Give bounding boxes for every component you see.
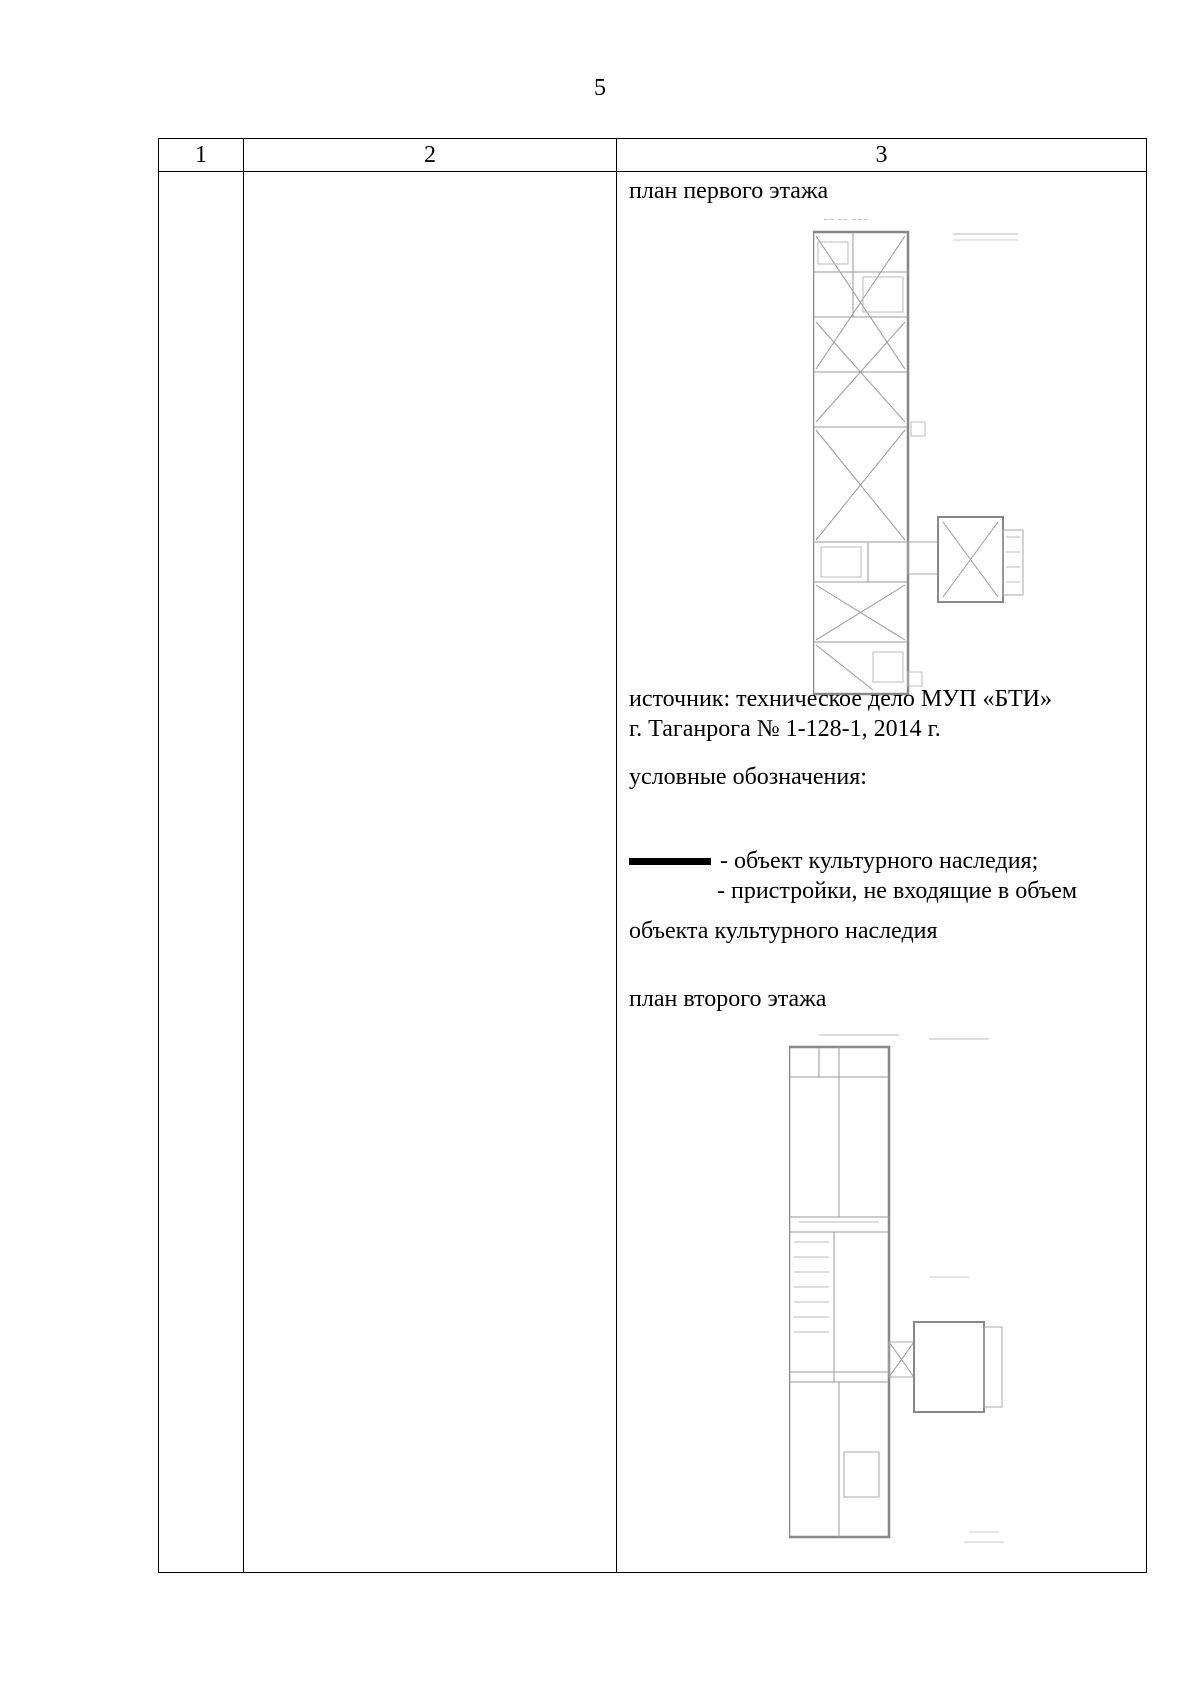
header-col-3: 3 [617,139,1147,172]
page-number: 5 [594,75,606,101]
cell-col-2 [244,172,617,1573]
table-header-row [159,139,1147,172]
source-line-2: г. Таганрога № 1-128-1, 2014 г. [629,716,941,742]
document-table [158,138,1147,1573]
legend-title: условные обозначения: [629,764,867,790]
plan2-caption: план второго этажа [629,986,827,1012]
second-floor-plan-image [789,1027,1039,1567]
source-line-1: источник: техническое дело МУП «БТИ» [629,686,1052,712]
cell-col-3 [617,172,1147,1573]
svg-text:~~ ~~ ~~~: ~~ ~~ ~~~ [823,216,869,224]
cell-col-1 [159,172,244,1573]
header-col-2: 2 [244,139,617,172]
legend-item-extensions-line-2: объекта культурного наследия [629,918,938,944]
legend-item-extensions-line-1: - пристройки, не входящие в объем [717,878,1078,904]
legend-heritage-bar [629,858,711,865]
table-row [159,172,1147,1573]
first-floor-plan-image [813,212,1053,712]
plan1-caption: план первого этажа [629,178,829,204]
legend-item-heritage: - объект культурного наследия; [720,848,1039,874]
header-col-1: 1 [159,139,244,172]
